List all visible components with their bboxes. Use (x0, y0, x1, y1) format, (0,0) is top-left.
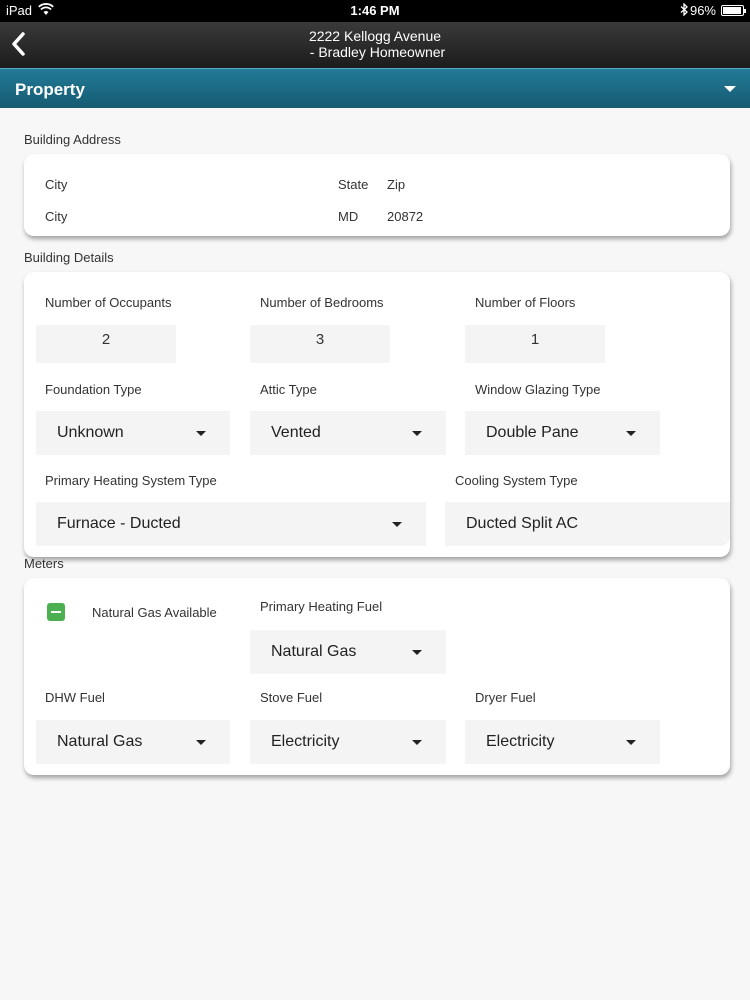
attic-select[interactable] (250, 411, 446, 455)
heating-system-label: Primary Heating System Type (45, 473, 217, 488)
foundation-value: Unknown (57, 424, 124, 441)
dhw-fuel-value: Natural Gas (57, 733, 143, 750)
natural-gas-available-label: Natural Gas Available (92, 605, 217, 620)
battery-percent: 96% (689, 3, 716, 18)
building-address-label: Building Address (24, 132, 121, 147)
bluetooth-icon (680, 3, 688, 19)
natural-gas-available-checkbox[interactable] (47, 603, 65, 621)
foundation-label: Foundation Type (45, 382, 142, 397)
state-value: MD (338, 209, 359, 224)
attic-label: Attic Type (260, 382, 317, 397)
dropdown-arrow-icon (196, 431, 206, 436)
floors-input[interactable]: 1 (465, 325, 605, 363)
heating-system-select[interactable] (36, 502, 426, 546)
floors-label: Number of Floors (475, 295, 576, 310)
cooling-system-label: Cooling System Type (455, 473, 578, 488)
bedrooms-label: Number of Bedrooms (260, 295, 384, 310)
zip-value: 20872 (387, 209, 424, 224)
glazing-select[interactable] (465, 411, 660, 455)
primary-heating-fuel-value: Natural Gas (271, 643, 357, 660)
caret-down-icon (724, 86, 736, 92)
nav-title: 2222 Kellogg Avenue (308, 28, 442, 44)
bedrooms-input[interactable]: 3 (250, 325, 390, 363)
building-address-card (24, 154, 730, 236)
glazing-value: Double Pane (486, 424, 579, 441)
property-section-header[interactable] (0, 68, 750, 108)
cooling-system-value: Ducted Split AC (466, 515, 579, 532)
primary-heating-fuel-select[interactable] (250, 630, 446, 674)
dropdown-arrow-icon (412, 650, 422, 655)
status-time: 1:46 PM (350, 3, 400, 18)
primary-heating-fuel-label: Primary Heating Fuel (260, 599, 383, 614)
cooling-system-select[interactable] (445, 502, 730, 546)
battery-icon (721, 5, 744, 16)
dropdown-arrow-icon (392, 522, 402, 527)
glazing-label: Window Glazing Type (475, 382, 601, 397)
zip-label: Zip (387, 177, 406, 192)
dropdown-arrow-icon (626, 431, 636, 436)
meters-card (24, 578, 730, 775)
city-label: City (45, 177, 68, 192)
dryer-fuel-label: Dryer Fuel (475, 690, 536, 705)
dropdown-arrow-icon (412, 740, 422, 745)
foundation-select[interactable] (36, 411, 230, 455)
dhw-fuel-label: DHW Fuel (45, 690, 105, 705)
dropdown-arrow-icon (196, 740, 206, 745)
content-area (0, 108, 750, 1000)
heating-system-value: Furnace - Ducted (57, 515, 181, 532)
dhw-fuel-select[interactable] (36, 720, 230, 764)
stove-fuel-value: Electricity (271, 733, 340, 750)
meters-label: Meters (24, 556, 64, 571)
navigation-bar (0, 22, 750, 68)
status-bar (0, 0, 750, 22)
attic-value: Vented (271, 424, 321, 441)
building-details-card (24, 272, 730, 557)
occupants-label: Number of Occupants (45, 295, 172, 310)
city-value: City (45, 209, 68, 224)
dryer-fuel-select[interactable] (465, 720, 660, 764)
section-title: Property (15, 80, 85, 99)
building-details-label: Building Details (24, 250, 114, 265)
carrier-label: iPad (6, 3, 33, 18)
state-label: State (338, 177, 369, 192)
occupants-input[interactable]: 2 (36, 325, 176, 363)
dryer-fuel-value: Electricity (486, 733, 555, 750)
nav-titles (0, 28, 750, 60)
dropdown-arrow-icon (626, 740, 636, 745)
nav-subtitle: - Bradley Homeowner (309, 44, 446, 60)
stove-fuel-label: Stove Fuel (260, 690, 323, 705)
stove-fuel-select[interactable] (250, 720, 446, 764)
dropdown-arrow-icon (412, 431, 422, 436)
